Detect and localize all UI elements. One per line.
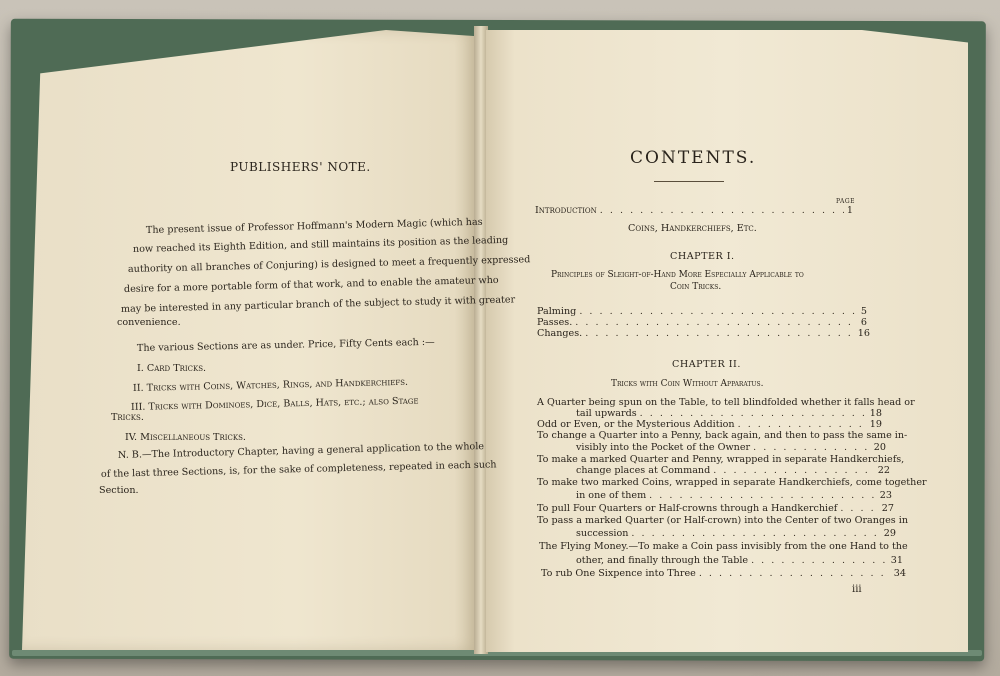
toc-title: Palming [537, 306, 577, 317]
toc-leader [840, 504, 878, 514]
nb-line: Section. [99, 485, 139, 496]
chapter1-heading: CHAPTER I. [670, 251, 735, 262]
toc-entry [537, 504, 894, 514]
chapter2-subtitle: Tricks with Coin Without Apparatus. [611, 379, 764, 389]
chapter1-subtitle: Coin Tricks. [670, 282, 722, 292]
page-folio: iii [852, 584, 862, 595]
toc-entry-palming [537, 307, 867, 317]
title-rule [654, 181, 724, 182]
toc-entry-line: To make a marked Quarter and Penny, wrapped in separate Handkerchiefs, [537, 454, 905, 465]
toc-leader [699, 569, 891, 579]
toc-title: tail upwards [576, 408, 637, 419]
toc-entry [537, 420, 882, 430]
toc-leader [713, 466, 875, 476]
note-line: now reached its Eighth Edition, and still maintains its position as the leading [132, 234, 509, 255]
toc-page: 1 [846, 205, 853, 216]
toc-entry [541, 569, 906, 579]
sections-intro: The various Sections are as under. Price, Fifty Cents each :— [136, 336, 435, 354]
toc-leader [579, 307, 858, 317]
note-line: authority on all branches of Conjuring) is designed to meet a frequently expressed [127, 254, 531, 275]
toc-entry-line: To change a Quarter into a Penny, back again, and then to pass the same in- [537, 430, 908, 441]
toc-leader [575, 318, 858, 328]
note-line: may be interested in any particular branch of the subject to study it with greater [120, 294, 516, 315]
toc-entry [576, 556, 903, 566]
toc-page: 27 [881, 503, 894, 514]
toc-entry-line: To make two marked Coins, wrapped in separate Handkerchiefs, come together [537, 477, 927, 488]
toc-leader [600, 206, 844, 216]
toc-title: in one of them [576, 490, 647, 501]
toc-title: other, and finally through the Table [576, 555, 749, 566]
toc-entry [576, 491, 892, 501]
toc-title: change places at Command [576, 465, 711, 476]
toc-entry-line: A Quarter being spun on the Table, to tell blindfolded whether it falls head or [537, 397, 915, 408]
note-line: desire for a more portable form of that work, and to enable the amateur who [123, 274, 499, 295]
toc-page: 16 [857, 328, 870, 339]
toc-page: 34 [893, 568, 906, 579]
book-gutter [474, 26, 488, 654]
toc-leader [649, 491, 877, 501]
toc-page: 5 [860, 306, 867, 317]
toc-entry-line: The Flying Money.—To make a Coin pass invisibly from the one Hand to the [539, 541, 908, 552]
chapter2-heading: CHAPTER II. [672, 359, 741, 370]
section-item: Tricks. [111, 412, 144, 423]
toc-leader [738, 420, 867, 430]
toc-page: 22 [877, 465, 890, 476]
toc-title: visibly into the Pocket of the Owner [576, 442, 751, 453]
section-item: II. Tricks with Coins, Watches, Rings, and Handkerchiefs. [132, 376, 409, 394]
toc-entry-changes [537, 329, 870, 339]
toc-entry [576, 466, 890, 476]
note-line: convenience. [117, 317, 181, 328]
toc-entry-passes [537, 318, 867, 328]
note-line: The present issue of Professor Hoffmann's Modern Magic (which has [145, 216, 483, 236]
toc-entry [576, 409, 882, 419]
toc-entry-introduction [535, 206, 853, 216]
toc-title: Changes. [537, 328, 583, 339]
publishers-note-title: PUBLISHERS' NOTE. [230, 160, 371, 174]
toc-title: To rub One Sixpence into Three [541, 568, 696, 579]
toc-page: 31 [890, 555, 903, 566]
contents-title: CONTENTS. [630, 148, 757, 168]
toc-title: succession [576, 528, 629, 539]
chapter1-subtitle: Principles of Sleight-of-Hand More Especially Applicable to [551, 270, 804, 280]
toc-leader [585, 329, 855, 339]
page-column-label: PAGE [836, 198, 855, 205]
nb-line: of the last three Sections, is, for the sake of completeness, repeated in each such [100, 459, 497, 480]
toc-page: 6 [860, 317, 867, 328]
toc-title: Introduction [535, 205, 597, 216]
toc-leader [753, 443, 871, 453]
section-item: IV. Miscellaneous Tricks. [125, 432, 246, 443]
toc-entry-line: To pass a marked Quarter (or Half-crown) into the Center of two Oranges in [537, 515, 908, 526]
nb-line: N. B.—The Introductory Chapter, having a general application to the whole [117, 441, 485, 461]
toc-page: 19 [869, 419, 882, 430]
toc-page: 23 [879, 490, 892, 501]
toc-title: Odd or Even, or the Mysterious Addition [537, 419, 735, 430]
toc-leader [640, 409, 867, 419]
section-heading: Coins, Handkerchiefs, Etc. [628, 223, 757, 234]
toc-page: 18 [869, 408, 882, 419]
section-item: III. Tricks with Dominoes, Dice, Balls, Hats, etc.; also Stage [130, 395, 419, 413]
toc-entry [576, 529, 896, 539]
toc-page: 29 [883, 528, 896, 539]
toc-page: 20 [873, 442, 886, 453]
toc-leader [751, 556, 888, 566]
toc-title: Passes. [537, 317, 573, 328]
section-item: I. Card Tricks. [137, 363, 207, 374]
toc-entry [576, 443, 886, 453]
toc-title: To pull Four Quarters or Half-crowns through a Handkerchief [537, 503, 838, 514]
toc-leader [631, 529, 880, 539]
